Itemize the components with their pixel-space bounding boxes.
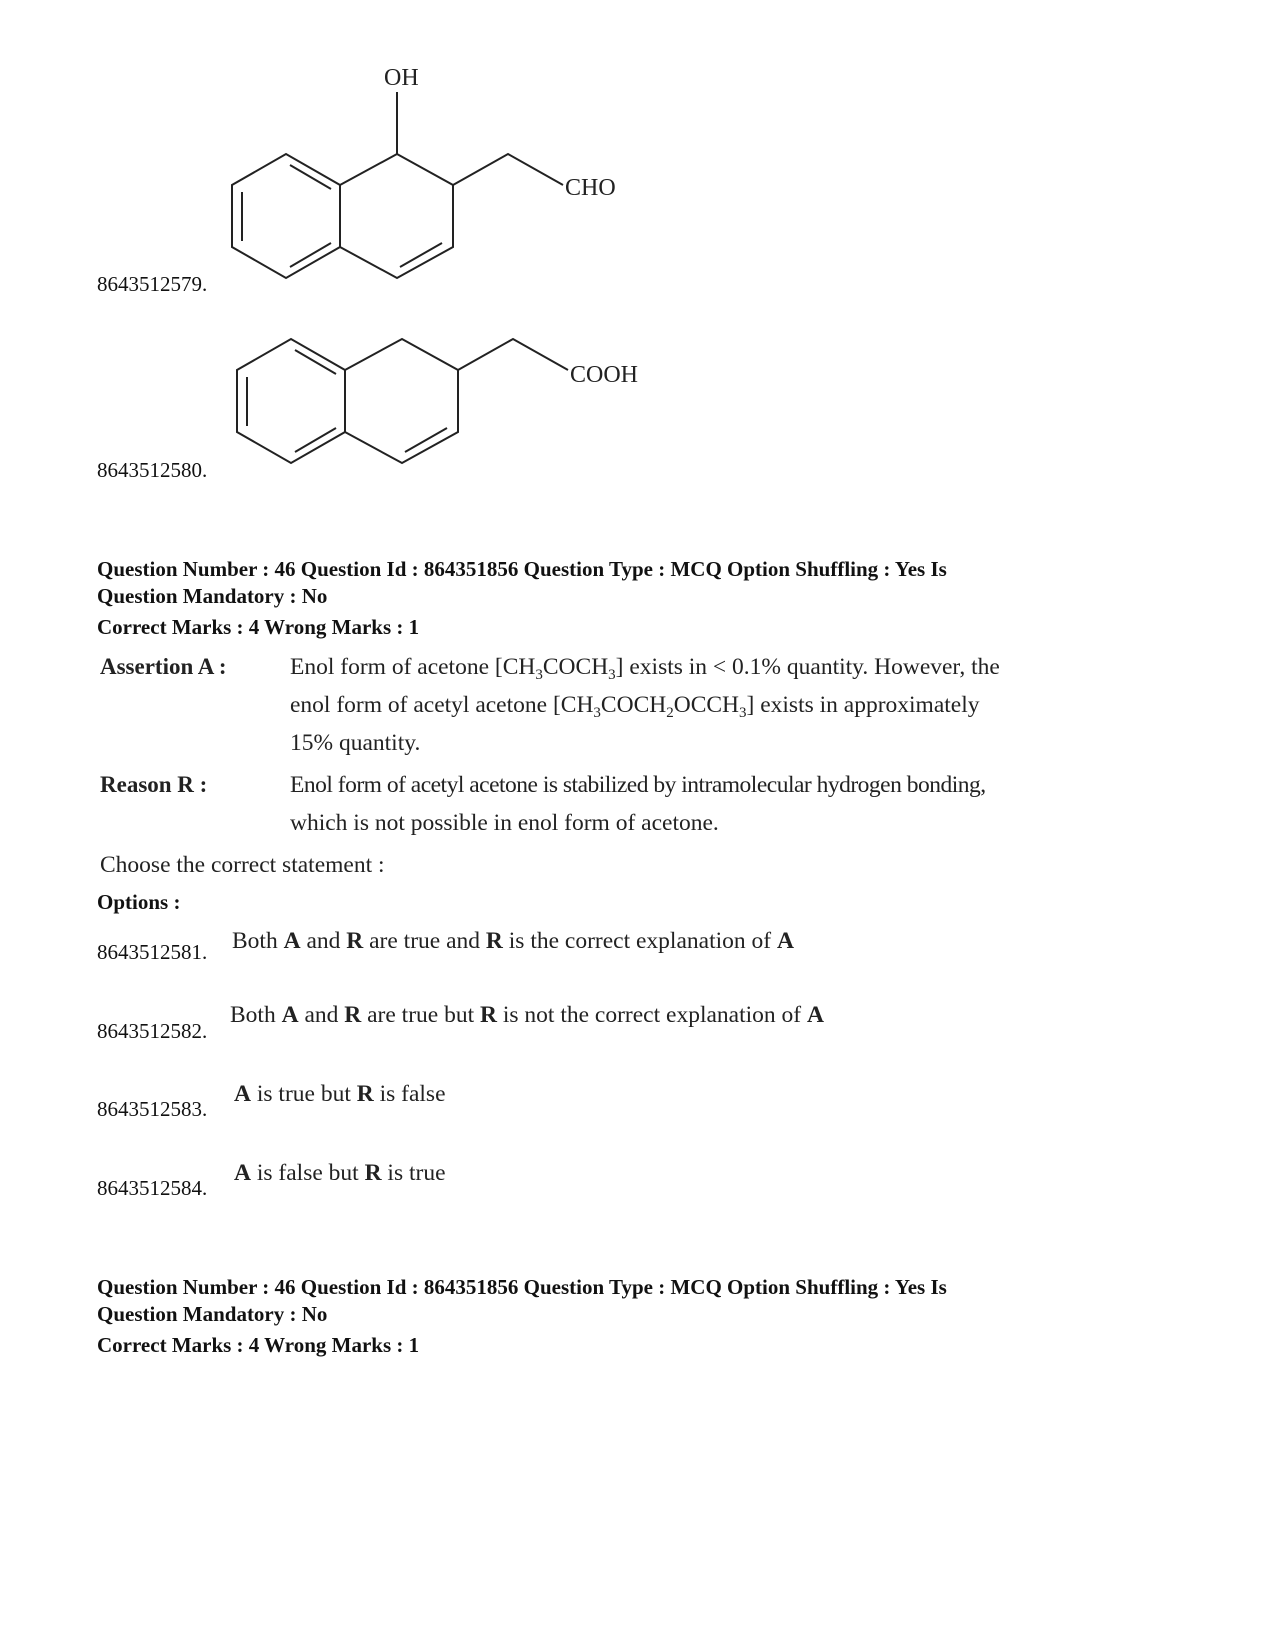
structure-option-id-1: 8643512579. bbox=[97, 272, 208, 296]
option-text-4[interactable]: A is false but R is true bbox=[234, 1160, 446, 1186]
reason-text: Enol form of acetyl acetone is stabilized by intramolecular hydrogen bonding, which is not possible in enol form of acetone. bbox=[290, 772, 986, 836]
option-id-1: 8643512581. bbox=[97, 940, 208, 964]
structure-2-drawing bbox=[225, 330, 665, 480]
question-meta-line2: Question Mandatory : No bbox=[97, 584, 328, 608]
prompt-text: Choose the correct statement : bbox=[100, 852, 385, 878]
option-text-2[interactable]: Both A and R are true but R is not the correct explanation of A bbox=[230, 1002, 824, 1028]
question-meta-2 bbox=[97, 1274, 947, 1359]
question-meta-line3: Correct Marks : 4 Wrong Marks : 1 bbox=[97, 1333, 420, 1357]
structure-option-id-2: 8643512580. bbox=[97, 458, 208, 482]
structure-1-drawing bbox=[220, 55, 660, 295]
option-id-2: 8643512582. bbox=[97, 1019, 208, 1043]
question-meta-line3: Correct Marks : 4 Wrong Marks : 1 bbox=[97, 615, 420, 639]
question-meta-line1: Question Number : 46 Question Id : 864351856 Question Type : MCQ Option Shuffling : Yes Is bbox=[97, 1275, 947, 1299]
cooh-label: COOH bbox=[570, 362, 639, 388]
option-text-1[interactable]: Both A and R are true and R is the correct explanation of A bbox=[232, 928, 794, 954]
oh-label: OH bbox=[384, 65, 419, 91]
assertion-text: Enol form of acetone $[CH_3COCH_3]$ exists in < 0.1% quantity. However, the enol form of acetyl acetone $[CH_3COCH_2OCCH_3]$ exists in approximately 15% quantity. bbox=[290, 654, 1000, 756]
question-meta-line2: Question Mandatory : No bbox=[97, 1302, 328, 1326]
cho-label: CHO bbox=[565, 175, 616, 201]
option-text-3[interactable]: A is true but R is false bbox=[234, 1081, 446, 1107]
option-id-3: 8643512583. bbox=[97, 1097, 208, 1121]
assertion-label: Assertion A : bbox=[100, 654, 227, 679]
question-meta-1 bbox=[97, 556, 947, 641]
option-id-4: 8643512584. bbox=[97, 1176, 208, 1200]
reason-label: Reason R : bbox=[100, 772, 208, 797]
options-label: Options : bbox=[97, 890, 181, 914]
question-meta-line1: Question Number : 46 Question Id : 864351856 Question Type : MCQ Option Shuffling : Yes Is bbox=[97, 557, 947, 581]
